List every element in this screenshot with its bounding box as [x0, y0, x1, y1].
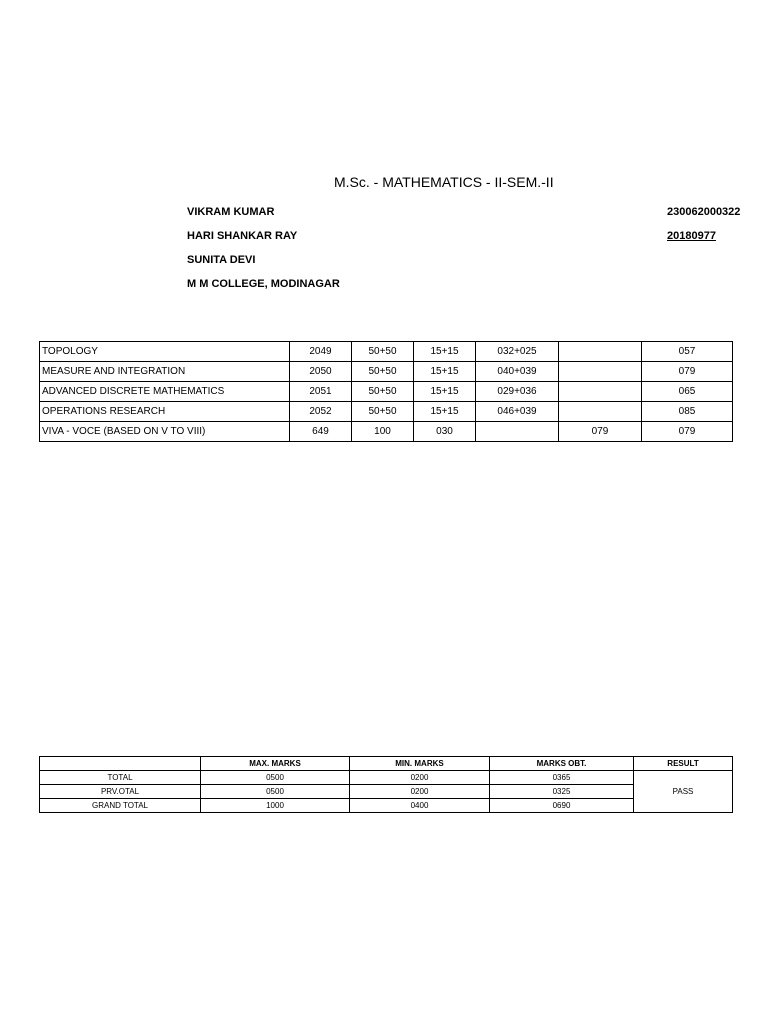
summary-obt: 0690 [490, 799, 634, 813]
summary-max: 1000 [201, 799, 350, 813]
table-row [40, 422, 733, 442]
summary-min: 0200 [350, 771, 490, 785]
subject-total: 079 [642, 422, 733, 442]
extra-marks [559, 382, 642, 402]
marks-obtained: 029+036 [476, 382, 559, 402]
result-value: PASS [634, 771, 733, 813]
subject-total: 079 [642, 362, 733, 382]
summary-label: PRV.OTAL [40, 785, 201, 799]
summary-obt: 0325 [490, 785, 634, 799]
max-marks: 50+50 [352, 382, 414, 402]
min-marks: 15+15 [414, 382, 476, 402]
summary-max: 0500 [201, 785, 350, 799]
subject-code: 2050 [290, 362, 352, 382]
summary-max: 0500 [201, 771, 350, 785]
extra-marks [559, 402, 642, 422]
subject-total: 065 [642, 382, 733, 402]
summary-table [39, 756, 733, 813]
max-marks: 100 [352, 422, 414, 442]
subject-name: MEASURE AND INTEGRATION [40, 362, 290, 382]
subject-code: 2049 [290, 342, 352, 362]
subjects-table [39, 341, 733, 442]
min-marks: 15+15 [414, 342, 476, 362]
summary-header-min: MIN. MARKS [350, 757, 490, 771]
table-row [40, 382, 733, 402]
summary-min: 0400 [350, 799, 490, 813]
student-name: VIKRAM KUMAR [187, 206, 275, 218]
table-row [40, 799, 733, 813]
roll-number: 230062000322 [667, 206, 741, 218]
subject-code: 2051 [290, 382, 352, 402]
min-marks: 15+15 [414, 362, 476, 382]
summary-header-max: MAX. MARKS [201, 757, 350, 771]
table-row [40, 402, 733, 422]
summary-header-obt: MARKS OBT. [490, 757, 634, 771]
enrollment-number: 20180977 [667, 230, 716, 242]
subject-code: 649 [290, 422, 352, 442]
table-row [40, 771, 733, 785]
marks-obtained: 046+039 [476, 402, 559, 422]
min-marks: 030 [414, 422, 476, 442]
summary-label: GRAND TOTAL [40, 799, 201, 813]
max-marks: 50+50 [352, 342, 414, 362]
subject-total: 057 [642, 342, 733, 362]
mother-name: SUNITA DEVI [187, 254, 256, 266]
max-marks: 50+50 [352, 402, 414, 422]
subject-name: VIVA - VOCE (BASED ON V TO VIII) [40, 422, 290, 442]
summary-obt: 0365 [490, 771, 634, 785]
summary-label: TOTAL [40, 771, 201, 785]
summary-header-row [40, 757, 733, 771]
max-marks: 50+50 [352, 362, 414, 382]
subject-name: OPERATIONS RESEARCH [40, 402, 290, 422]
extra-marks [559, 342, 642, 362]
page-title: M.Sc. - MATHEMATICS - II-SEM.-II [334, 174, 554, 190]
table-row [40, 785, 733, 799]
marks-obtained: 040+039 [476, 362, 559, 382]
father-name: HARI SHANKAR RAY [187, 230, 298, 242]
subject-name: ADVANCED DISCRETE MATHEMATICS [40, 382, 290, 402]
summary-header-blank [40, 757, 201, 771]
table-row [40, 342, 733, 362]
min-marks: 15+15 [414, 402, 476, 422]
subject-total: 085 [642, 402, 733, 422]
subject-code: 2052 [290, 402, 352, 422]
extra-marks [559, 362, 642, 382]
summary-min: 0200 [350, 785, 490, 799]
extra-marks: 079 [559, 422, 642, 442]
marks-obtained [476, 422, 559, 442]
college-name: M M COLLEGE, MODINAGAR [187, 278, 340, 290]
subject-name: TOPOLOGY [40, 342, 290, 362]
table-row [40, 362, 733, 382]
summary-header-result: RESULT [634, 757, 733, 771]
marks-obtained: 032+025 [476, 342, 559, 362]
